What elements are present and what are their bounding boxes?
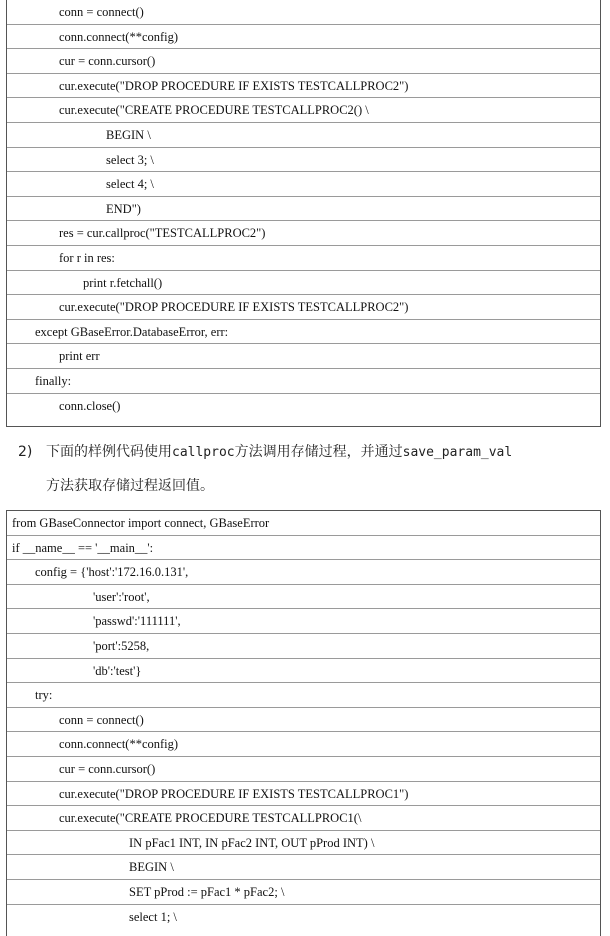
inline-code: callproc [172, 445, 235, 460]
list-number: 2) [18, 444, 33, 460]
paragraph-text: 方法获取存储过程返回值。 [46, 478, 214, 494]
code-line: 'user':'root', [7, 585, 600, 610]
code-line: select 3; \ [7, 148, 600, 173]
code-line: SET pProd := pFac1 * pFac2; \ [7, 880, 600, 905]
code-line: print r.fetchall() [7, 271, 600, 296]
code-line: cur.execute("DROP PROCEDURE IF EXISTS TESTCALLPROC1") [7, 782, 600, 807]
paragraph-line-1 [46, 442, 512, 463]
code-line: select 4; \ [7, 172, 600, 197]
code-line: END") [7, 197, 600, 222]
code-line: except GBaseError.DatabaseError, err: [7, 320, 600, 345]
code-line: for r in res: [7, 246, 600, 271]
paragraph-line-2 [46, 476, 214, 496]
code-line: cur.execute("DROP PROCEDURE IF EXISTS TESTCALLPROC2") [7, 74, 600, 99]
code-line: if __name__ == '__main__': [7, 536, 600, 561]
code-line: config = {'host':'172.16.0.131', [7, 560, 600, 585]
code-line: cur.execute("CREATE PROCEDURE TESTCALLPROC2() \ [7, 98, 600, 123]
code-line: 'db':'test'} [7, 659, 600, 684]
code-line: conn = connect() [7, 0, 600, 25]
code-line: cur.execute("CREATE PROCEDURE TESTCALLPROC1(\ [7, 806, 600, 831]
code-line: 'passwd':'111111', [7, 609, 600, 634]
code-line: conn = connect() [7, 708, 600, 733]
code-line: IN pFac1 INT, IN pFac2 INT, OUT pProd INT) \ [7, 831, 600, 856]
code-line: from GBaseConnector import connect, GBaseError [7, 511, 600, 536]
code-line: 'port':5258, [7, 634, 600, 659]
code-line: conn.close() [59, 398, 121, 413]
code-block-2 [6, 510, 601, 936]
code-line: conn.connect(**config) [7, 25, 600, 50]
code-line: finally: [7, 369, 600, 394]
inline-code: save_param_val [402, 445, 513, 460]
paragraph-text: 下面的样例代码使用 [46, 444, 172, 460]
code-line: res = cur.callproc("TESTCALLPROC2") [7, 221, 600, 246]
code-line: conn.connect(**config) [7, 732, 600, 757]
code-block-1 [6, 0, 601, 427]
code-line: cur = conn.cursor() [7, 49, 600, 74]
code-line: select 1; \ [129, 909, 177, 924]
paragraph-text: 方法调用存储过程，并通过 [234, 444, 403, 460]
code-line: cur.execute("DROP PROCEDURE IF EXISTS TESTCALLPROC2") [7, 295, 600, 320]
code-line: cur = conn.cursor() [7, 757, 600, 782]
code-line: print err [7, 344, 600, 369]
code-line: try: [7, 683, 600, 708]
code-line: BEGIN \ [7, 123, 600, 148]
code-line: BEGIN \ [7, 855, 600, 880]
